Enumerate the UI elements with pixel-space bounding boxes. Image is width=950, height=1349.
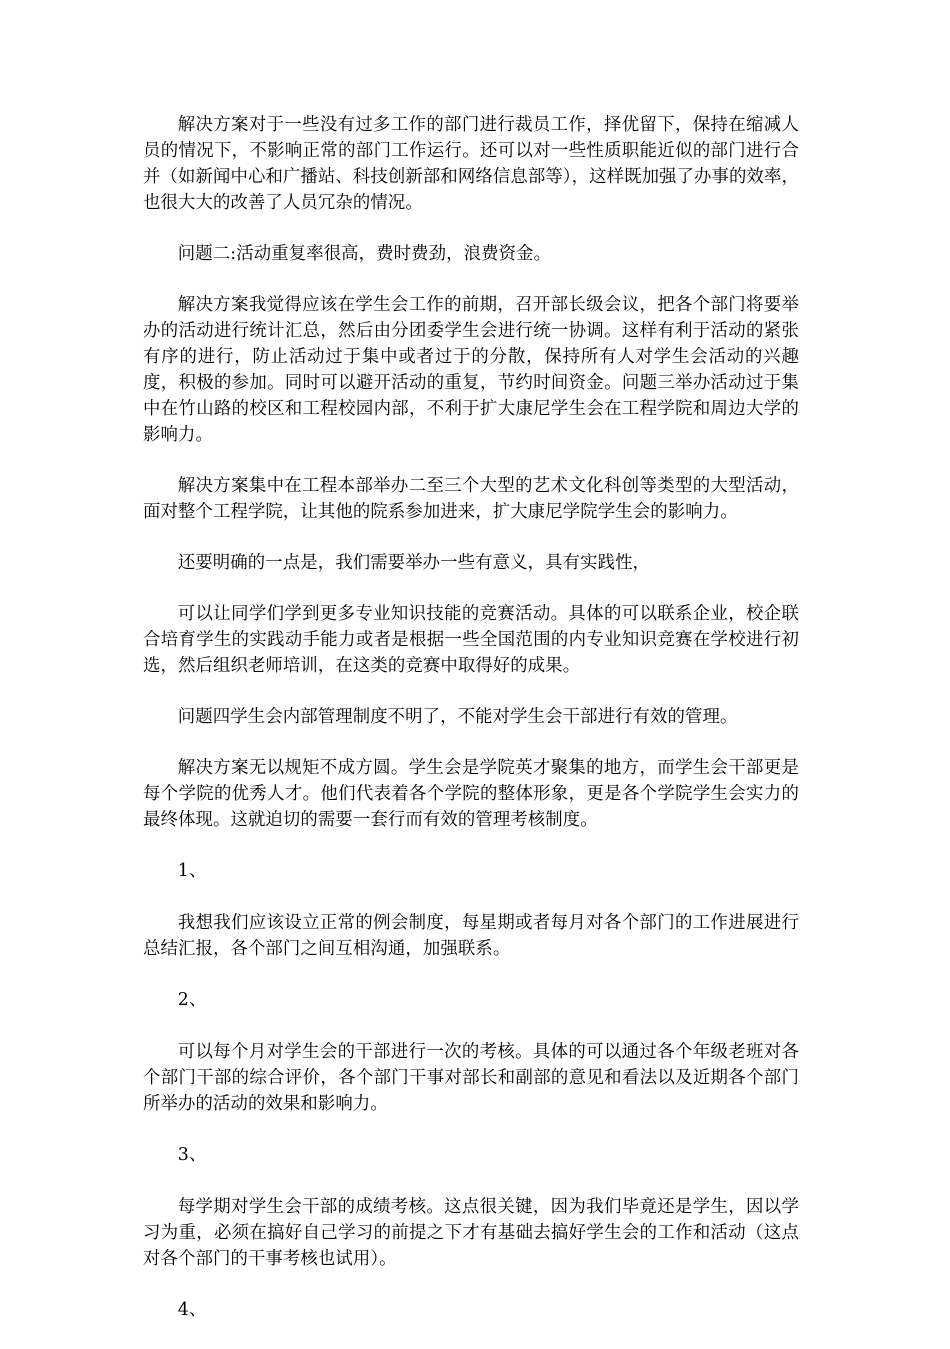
paragraph-problem-4: 问题四学生会内部管理制度不明了，不能对学生会干部进行有效的管理。 <box>177 707 738 727</box>
list-number-1: 1、 <box>177 861 207 881</box>
list-number-2: 2、 <box>177 990 207 1010</box>
paragraph-clarification: 还要明确的一点是，我们需要举办一些有意义，具有实践性， <box>177 553 651 573</box>
paragraph-solution-1: 解决方案对于一些没有过多工作的部门进行裁员工作，择优留下，保持在缩减人员的情况下，不影响正常的部门工作运行。还可以对一些性质职能近似的部门进行合并（如新闻中心和广播站、科技创新部和网络信息部等），这样既加强了办事的效率，也很大大的改善了人员冗杂的情况。 <box>143 115 799 213</box>
list-number-4: 4、 <box>177 1300 207 1320</box>
paragraph-competition: 可以让同学们学到更多专业知识技能的竞赛活动。具体的可以联系企业，校企联合培育学生的实践动手能力或者是根据一些全国范围的内专业知识竞赛在学校进行初选，然后组织老师培训，在这类的竞赛中取得好的成果。 <box>143 604 799 676</box>
list-item-1-text: 我想我们应该设立正常的例会制度，每星期或者每月对各个部门的工作进展进行总结汇报，各个部门之间互相沟通，加强联系。 <box>143 913 799 959</box>
paragraph-solution-4: 解决方案无以规矩不成方圆。学生会是学院英才聚集的地方，而学生会干部更是每个学院的优秀人才。他们代表着各个学院的整体形象，更是各个学院学生会实力的最终体现。这就迫切的需要一套行而有效的管理考核制度。 <box>143 758 799 830</box>
list-number-3: 3、 <box>177 1145 207 1165</box>
document-body <box>143 112 799 1349</box>
list-item-3-text: 每学期对学生会干部的成绩考核。这点很关键，因为我们毕竟还是学生，因以学习为重，必须在搞好自己学习的前提之下才有基础去搞好学生会的工作和活动（这点对各个部门的干事考核也试用）。 <box>143 1197 799 1269</box>
paragraph-problem-2: 问题二:活动重复率很高，费时费劲，浪费资金。 <box>177 244 552 264</box>
list-item-2-text: 可以每个月对学生会的干部进行一次的考核。具体的可以通过各个年级老班对各个部门干部的综合评价，各个部门干事对部长和副部的意见和看法以及近期各个部门所举办的活动的效果和影响力。 <box>143 1042 799 1114</box>
paragraph-solution-3: 解决方案集中在工程本部举办二至三个大型的艺术文化科创等类型的大型活动，面对整个工程学院，让其他的院系参加进来，扩大康尼学院学生会的影响力。 <box>143 476 799 522</box>
paragraph-solution-2: 解决方案我觉得应该在学生会工作的前期，召开部长级会议，把各个部门将要举办的活动进行统计汇总，然后由分团委学生会进行统一协调。这样有利于活动的紧张有序的进行，防止活动过于集中或者过于的分散，保持所有人对学生会活动的兴趣度，积极的参加。同时可以避开活动的重复，节约时间资金。问题三举办活动过于集中在竹山路的校区和工程校园内部，不利于扩大康尼学生会在工程学院和周边大学的影响力。 <box>143 295 799 445</box>
